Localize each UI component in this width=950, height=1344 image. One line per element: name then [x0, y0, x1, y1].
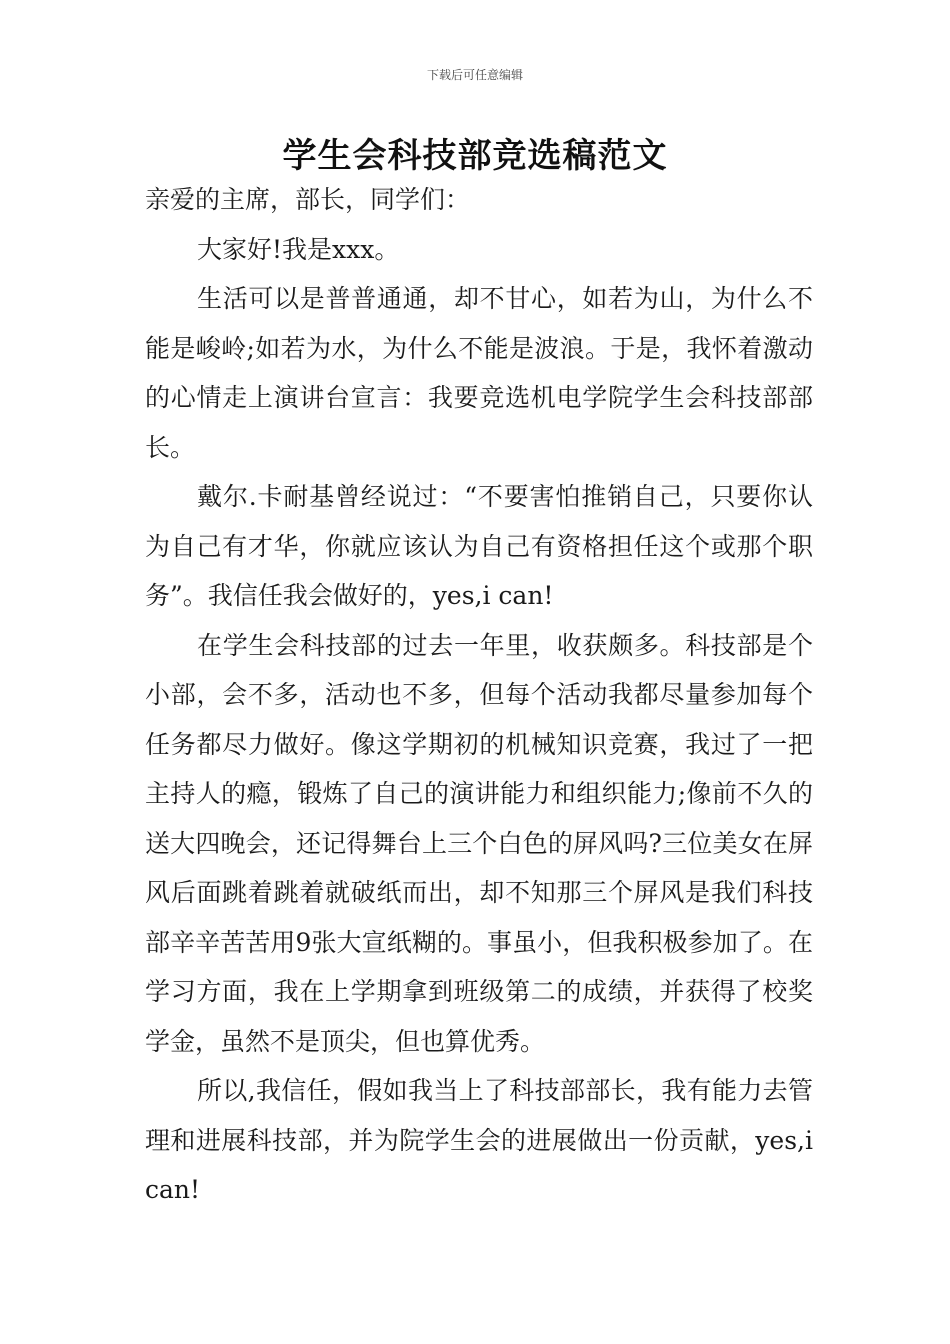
document-title: 学生会科技部竞选稿范文 [282, 136, 668, 176]
body-paragraph: 生活可以是普普通通，却不甘心，如若为山，为什么不能是峻岭;如若为水，为什么不能是波浪。于是，我怀着激动的心情走上演讲台宣言：我要竞选机电学院学生会科技部部长。 [145, 284, 813, 462]
header-note: 下载后可任意编辑 [426, 68, 523, 82]
document-body [145, 175, 813, 1215]
greeting-paragraph: 亲爱的主席，部长，同学们： [145, 185, 471, 214]
body-paragraph: 所以,我信任，假如我当上了科技部部长，我有能力去管理和进展科技部，并为院学生会的进展做出一份贡献，yes,i can! [145, 1076, 813, 1204]
body-paragraph: 大家好!我是xxx。 [197, 234, 400, 264]
body-paragraph: 戴尔.卡耐基曾经说过：“不要害怕推销自己，只要你认为自己有才华，你就应该认为自己有资格担任这个或那个职务”。我信任我会做好的，yes,i can! [145, 482, 813, 610]
body-paragraph: 在学生会科技部的过去一年里，收获颇多。科技部是个小部，会不多，活动也不多，但每个活动我都尽量参加每个任务都尽力做好。像这学期初的机械知识竞赛，我过了一把主持人的瘾，锻炼了自己的演讲能力和组织能力;像前不久的送大四晚会，还记得舞台上三个白色的屏风吗?三位美女在屏风后面跳着跳着就破纸而出，却不知那三个屏风是我们科技部辛辛苦苦用9张大宣纸糊的。事虽小，但我积极参加了。在学习方面，我在上学期拿到班级第二的成绩，并获得了校奖学金，虽然不是顶尖，但也算优秀。 [145, 630, 813, 1056]
